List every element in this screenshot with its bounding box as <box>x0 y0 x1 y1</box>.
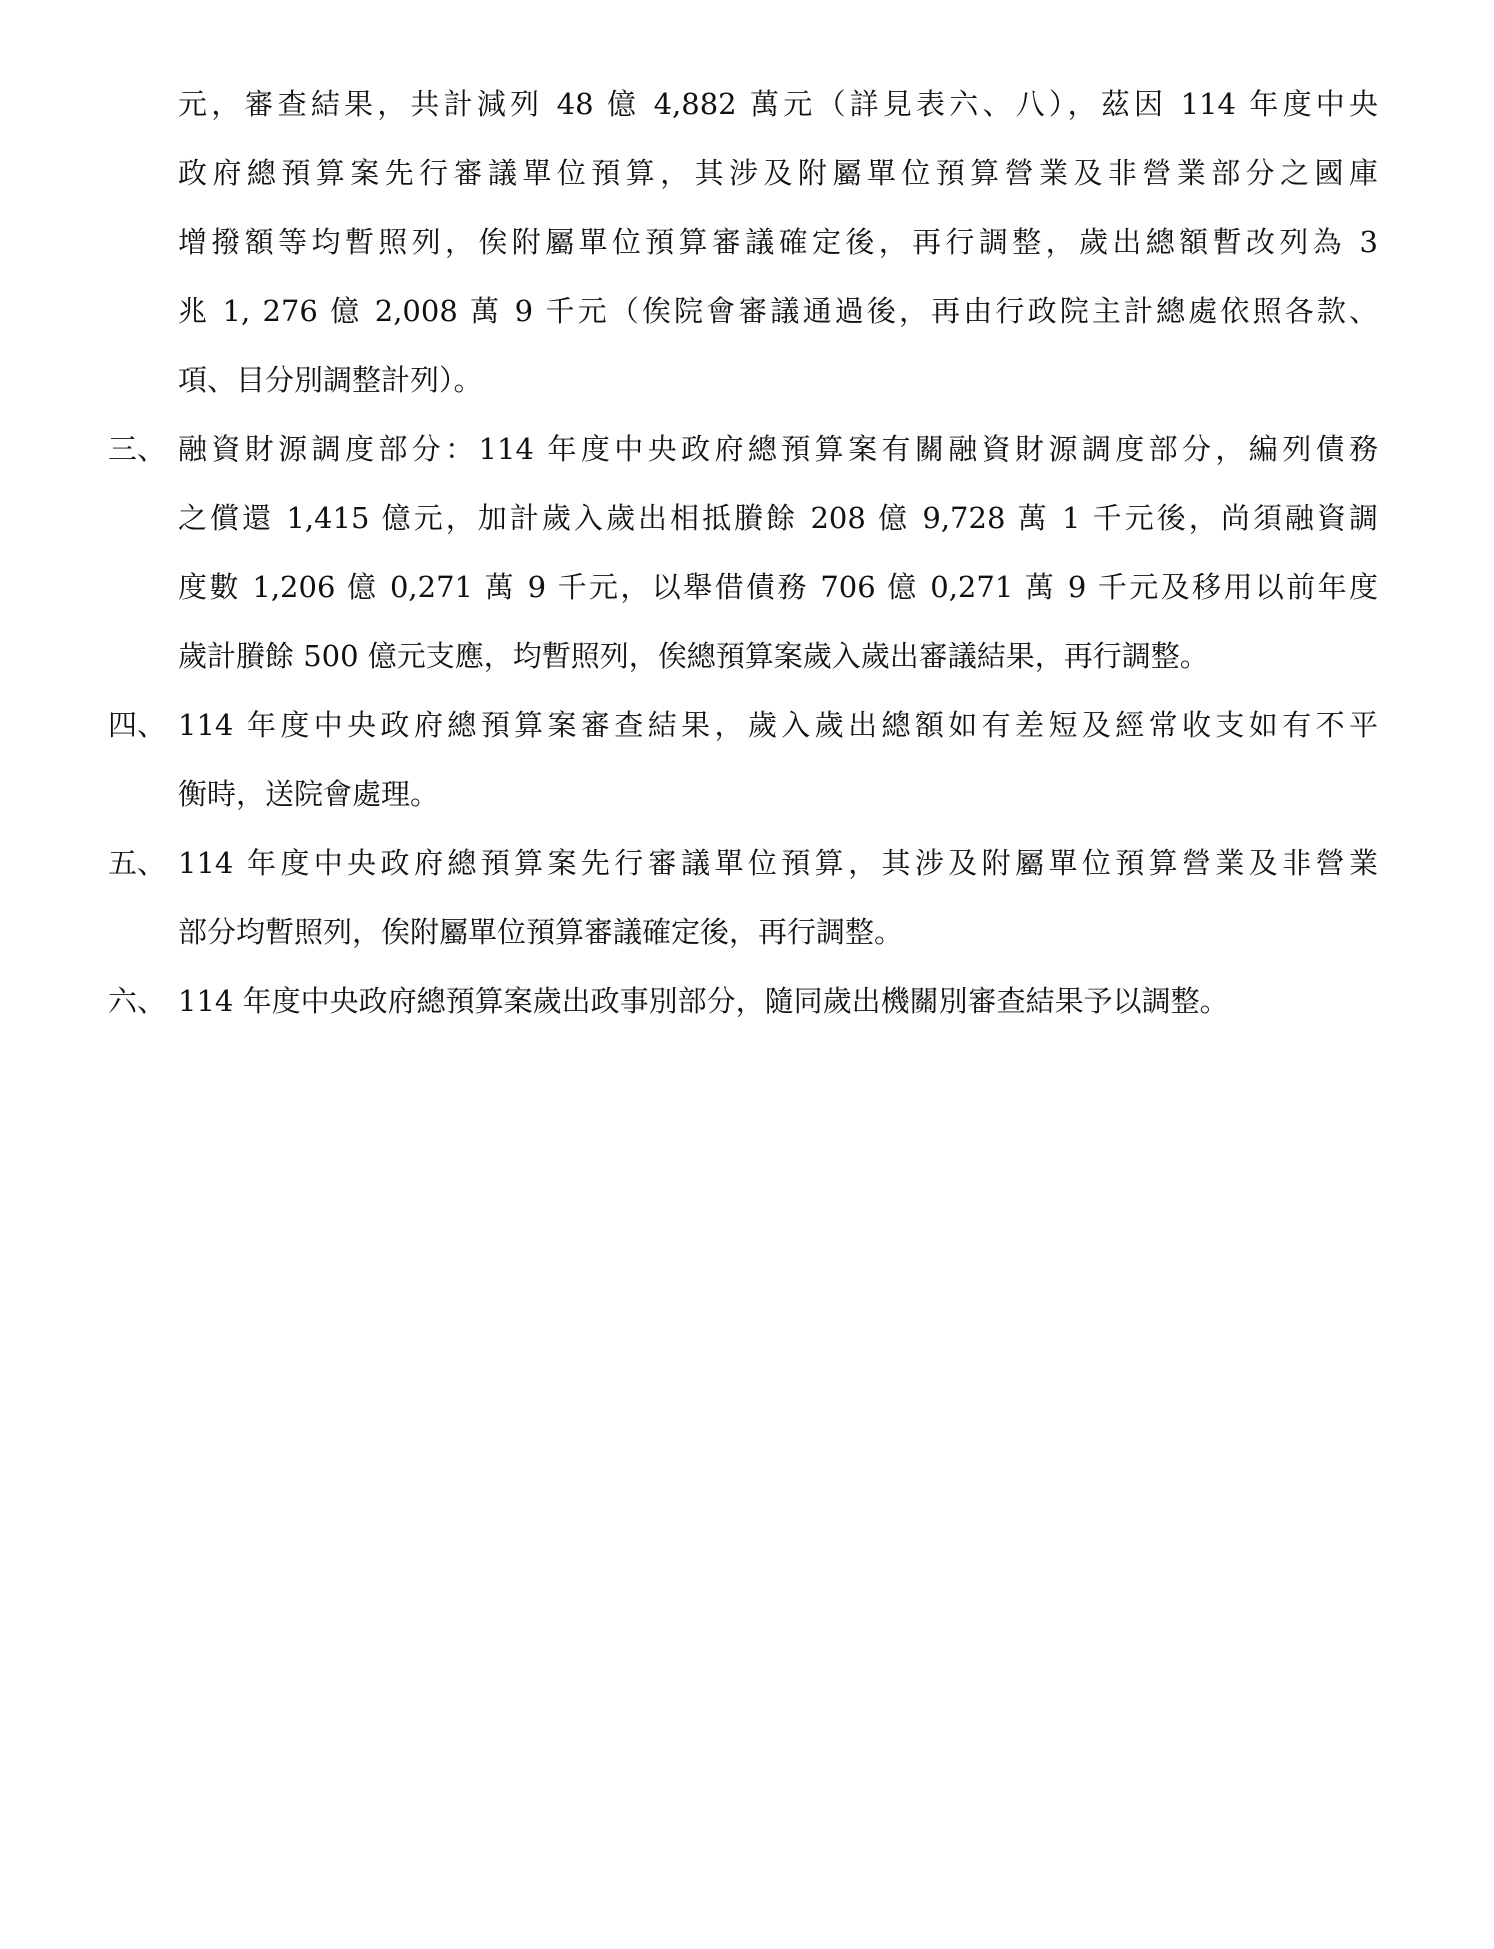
text-line: 114 年度中央政府總預算案歲出政事別部分，隨同歲出機關別審查結果予以調整。 <box>178 984 1229 1018</box>
item-marker: 六、 <box>108 984 167 1018</box>
text-line: 融資財源調度部分：114 年度中央政府總預算案有關融資財源調度部分，編列債務 <box>178 432 1378 466</box>
document-body <box>108 70 1378 1036</box>
item-marker: 四、 <box>108 708 167 742</box>
text-line: 衡時，送院會處理。 <box>178 777 440 811</box>
list-item-5 <box>108 829 1378 967</box>
text-line: 部分均暫照列，俟附屬單位預算審議確定後，再行調整。 <box>178 915 904 949</box>
text-line: 元，審查結果，共計減列 48 億 4,882 萬元（詳見表六、八），茲因 114 年度中央 <box>178 87 1378 121</box>
continuation-paragraph <box>108 70 1378 415</box>
text-line: 政府總預算案先行審議單位預算，其涉及附屬單位預算營業及非營業部分之國庫 <box>178 156 1378 190</box>
item-marker: 三、 <box>108 432 167 466</box>
text-line: 兆 1, 276 億 2,008 萬 9 千元（俟院會審議通過後，再由行政院主計總處依照各款、 <box>178 294 1378 328</box>
item-marker: 五、 <box>108 846 167 880</box>
text-line: 度數 1,206 億 0,271 萬 9 千元，以舉借債務 706 億 0,271 萬 9 千元及移用以前年度 <box>178 570 1378 604</box>
list-item-3 <box>108 415 1378 691</box>
text-line: 之償還 1,415 億元，加計歲入歲出相抵賸餘 208 億 9,728 萬 1 千元後，尚須融資調 <box>178 501 1378 535</box>
text-line: 114 年度中央政府總預算案先行審議單位預算，其涉及附屬單位預算營業及非營業 <box>178 846 1378 880</box>
list-item-6 <box>108 967 1378 1036</box>
list-item-4 <box>108 691 1378 829</box>
text-line: 項、目分別調整計列）。 <box>178 363 483 397</box>
text-line: 歲計賸餘 500 億元支應，均暫照列，俟總預算案歲入歲出審議結果，再行調整。 <box>178 639 1209 673</box>
text-line: 114 年度中央政府總預算案審查結果，歲入歲出總額如有差短及經常收支如有不平 <box>178 708 1378 742</box>
text-line: 增撥額等均暫照列，俟附屬單位預算審議確定後，再行調整，歲出總額暫改列為 3 <box>178 225 1378 259</box>
